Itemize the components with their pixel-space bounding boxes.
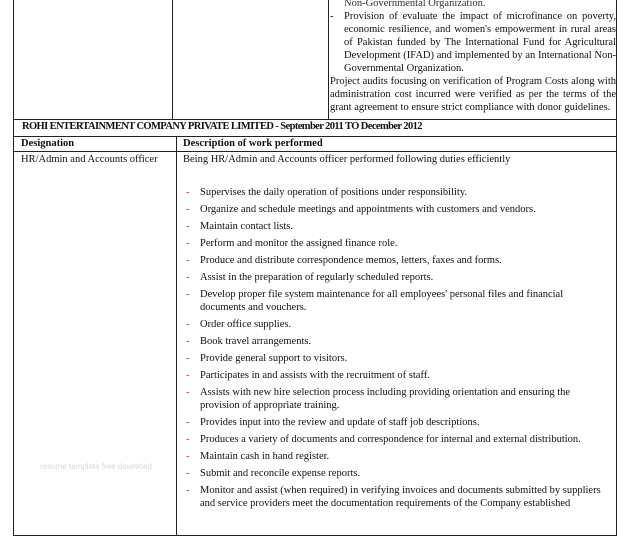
duty-item: - Maintain cash in hand register.: [183, 450, 607, 463]
duty-item: - Assist in the preparation of regularly scheduled reports.: [183, 271, 607, 284]
duty-item: - Maintain contact lists.: [183, 220, 607, 233]
duties-intro: Being HR/Admin and Accounts officer performed following duties efficiently: [183, 154, 511, 165]
experience-table: [13, 0, 617, 536]
watermark: resume template free download: [40, 462, 153, 471]
row-line-2: [14, 136, 616, 137]
duty-item: - Organize and schedule meetings and appointments with customers and vendors.: [183, 203, 607, 216]
col-divider-body: [176, 136, 177, 536]
duty-item: - Perform and monitor the assigned finance role.: [183, 237, 607, 250]
top-bullet: - Provision of evaluate the impact of microfinance on poverty, economic resilience, and women's empowerment in rural areas of Pakistan funded by The International Fund for Agricultural Development (IFAD) and implemented by an International Non-Governmental Organization.: [330, 10, 616, 75]
duty-item: - Book travel arrangements.: [183, 335, 607, 348]
top-paragraph: Project audits focusing on verification of Program Costs along with administration cost incurred were verified as per the terms of the grant agreement to ensure strict compliance with donor guidelines.: [330, 76, 616, 113]
duty-item: - Provide general support to visitors.: [183, 352, 607, 365]
top-cell: [330, 0, 616, 114]
designation-header: Designation: [21, 138, 75, 149]
duty-item: - Produces a variety of documents and correspondence for internal and external distribution.: [183, 433, 607, 446]
duty-item: - Order office supplies.: [183, 318, 607, 331]
duties-list: [183, 186, 607, 514]
col-divider-top-right: [328, 0, 329, 119]
row-line-3: [14, 151, 616, 152]
duty-item: - Supervises the daily operation of positions under responsibility.: [183, 186, 607, 199]
row-line-1: [14, 119, 616, 120]
col-divider-top: [172, 0, 173, 119]
duty-item: - Monitor and assist (when required) in verifying invoices and documents submitted by suppliers and service providers meet the documentation requirements of the Company established: [183, 484, 607, 510]
duty-item: - Develop proper file system maintenance for all employees' personal files and financial documents and vouchers.: [183, 288, 607, 314]
duty-item: - Assists with new hire selection process including providing orientation and ensuring the provision of appropriate training.: [183, 386, 607, 412]
duty-item: - Provides input into the review and update of staff job descriptions.: [183, 416, 607, 429]
designation-value: HR/Admin and Accounts officer: [21, 154, 158, 165]
description-header: Description of work performed: [183, 138, 323, 149]
duty-item: - Produce and distribute correspondence memos, letters, faxes and forms.: [183, 254, 607, 267]
clipped-line: Non-Governmental Organization.: [344, 0, 486, 9]
duty-item: - Participates in and assists with the recruitment of staff.: [183, 369, 607, 382]
duty-item: - Submit and reconcile expense reports.: [183, 467, 607, 480]
company-row: ROHI ENTERTAINMENT COMPANY PRIVATE LIMITED - September 2011 TO December 2012: [22, 121, 422, 132]
